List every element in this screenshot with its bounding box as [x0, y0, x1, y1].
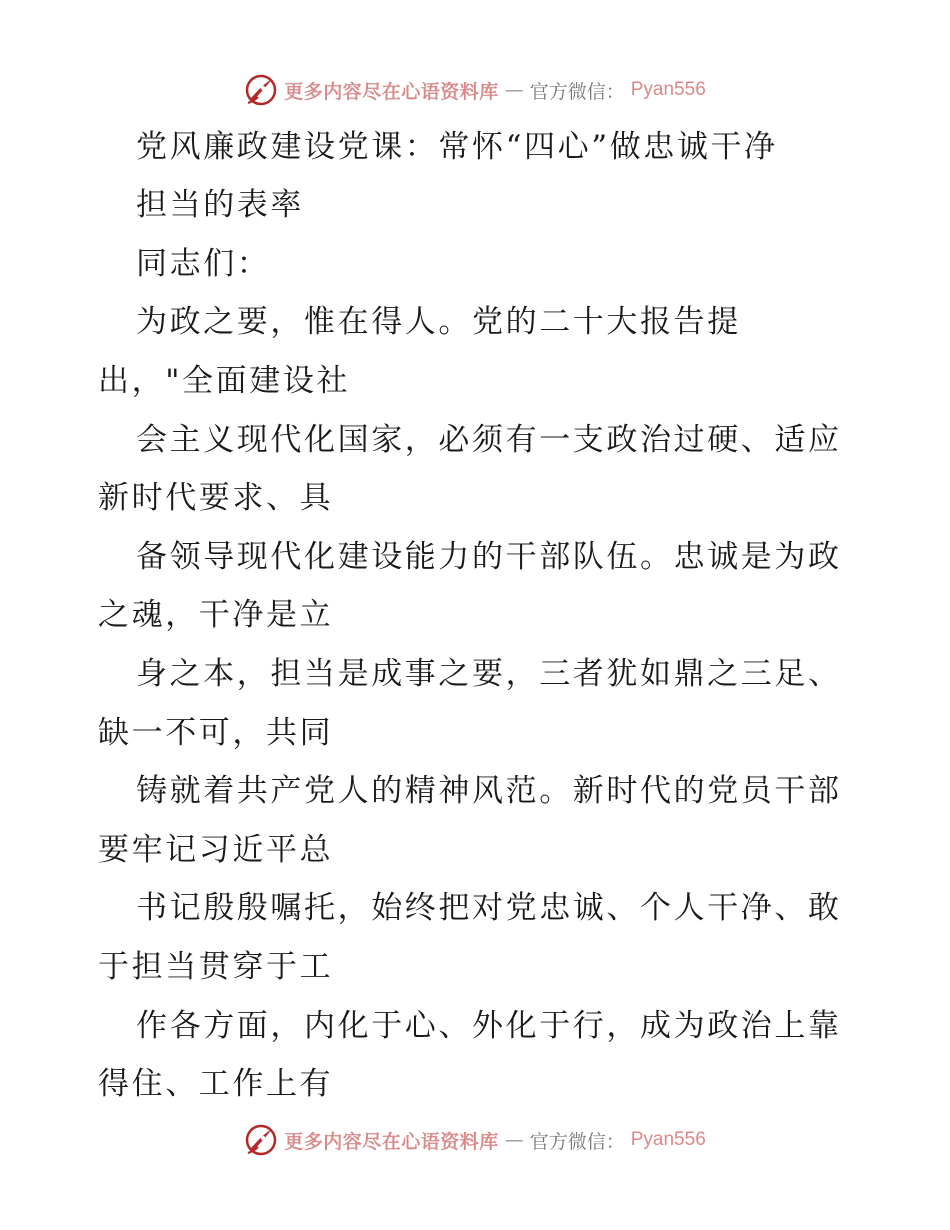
- watermark-site-text: 更多内容尽在心语资料库: [284, 80, 499, 103]
- text-line: 新时代要求、具: [98, 480, 334, 516]
- text-line: 之魂，干净是立: [98, 597, 334, 633]
- document-title-line-2: 担当的表率: [136, 187, 304, 223]
- pen-nib-logo-icon: [244, 73, 278, 107]
- text-line: 身之本，担当是成事之要，三者犹如鼎之三足、: [136, 656, 842, 692]
- text-line: 书记殷殷嘱托，始终把对党忠诚、个人干净、敢: [136, 890, 842, 926]
- text-line: 会主义现代化国家，必须有一支政治过硬、适应: [136, 422, 842, 458]
- watermark-separator: —: [504, 79, 524, 101]
- document-title-line-1: 党风廉政建设党课：常怀“四心”做忠诚干净: [136, 129, 778, 165]
- pen-nib-logo-icon: [244, 1123, 278, 1157]
- text-line: 作各方面，内化于心、外化于行，成为政治上靠: [136, 1008, 842, 1044]
- watermark-label: 官方微信：: [529, 1130, 625, 1153]
- header-watermark: [0, 72, 950, 108]
- watermark-label: 官方微信：: [529, 80, 625, 103]
- watermark-wechat-id: Pyan556: [630, 1129, 706, 1150]
- salutation: 同志们：: [136, 246, 271, 282]
- text-line: 出，"全面建设社: [98, 363, 351, 399]
- text-line: 缺一不可，共同: [98, 715, 334, 751]
- text-line: 得住、工作上有: [98, 1066, 334, 1102]
- watermark-wechat-id: Pyan556: [630, 79, 706, 100]
- text-line: 于担当贯穿于工: [98, 949, 334, 985]
- text-line: 为政之要，惟在得人。党的二十大报告提: [136, 304, 741, 340]
- text-line: 铸就着共产党人的精神风范。新时代的党员干部: [136, 773, 842, 809]
- text-line: 备领导现代化建设能力的干部队伍。忠诚是为政: [136, 539, 842, 575]
- watermark-site-text: 更多内容尽在心语资料库: [284, 1130, 499, 1153]
- footer-watermark: [0, 1122, 950, 1158]
- text-line: 要牢记习近平总: [98, 832, 334, 868]
- watermark-separator: —: [504, 1129, 524, 1151]
